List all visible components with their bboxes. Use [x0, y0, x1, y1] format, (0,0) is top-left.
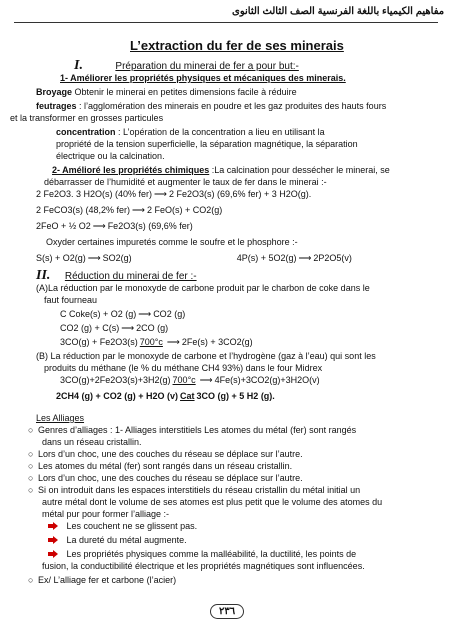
arrow-item-2: La dureté du métal augmente.	[48, 534, 187, 546]
arrow-item-1: Les couchent ne se glissent pas.	[48, 520, 197, 532]
equation-2: 2 FeCO3(s) (48,2% fer) ⟶ 2 FeO(s) + CO2(g)	[36, 205, 223, 215]
equation-4: S(s) + O2(g) ⟶ SO2(g) 4P(s) + 5O2(g) ⟶ 2P2O5(v)	[36, 253, 352, 263]
equation-3: 2FeO + ½ O2 ⟶ Fe2O3(s) (69,6% fer)	[36, 221, 193, 231]
equation-1: 2 Fe2O3. 3 H2O(s) (40% fer) ⟶ 2 Fe2O3(s) (69,6% fer) + 3 H2O(g).	[36, 189, 312, 199]
page-number: ٢٣٦	[210, 604, 244, 619]
item-2-paragraph: 2- Amélioré les propriétés chimiques :La calcination pour dessécher le minerai, se débarrasser de l’humidité et augmenter le taux de fer dans le minerai :-	[44, 165, 390, 187]
header-rule	[14, 22, 438, 23]
broyage-line: Broyage Obtenir le minerai en petites dimensions facile à réduire	[36, 87, 297, 97]
alliages-item-3: ○ Les atomes du métal (fer) sont rangés dans un réseau cristallin.	[28, 461, 293, 471]
alliages-heading: Les Alliages	[36, 413, 85, 423]
concentration-paragraph: concentration : L’opération de la concentration a lieu en utilisant la propriété de la tension superficielle, la séparation magnétique, la séparation électrique ou la calcination.	[56, 127, 358, 161]
section-2-heading: II. Réduction du minerai de fer :-	[36, 268, 197, 283]
equation-a1: C Coke(s) + O2 (g) ⟶ CO2 (g)	[60, 309, 186, 319]
oxyder-line: Oxyder certaines impuretés comme le soufre et le phosphore :-	[46, 237, 298, 247]
part-a-paragraph: (A)La réduction par le monoxyde de carbone produit par le charbon de coke dans le faut fourneau	[36, 283, 370, 305]
equation-a2: CO2 (g) + C(s) ⟶ 2CO (g)	[60, 323, 169, 333]
part-b-paragraph: (B) La réduction par le monoxyde de carbone et l’hydrogène (gaz à l’eau) qui sont les produits du méthane (le % du méthane CH4 93%) dans le four Midrex	[36, 351, 376, 373]
equation-a3: 3CO(g) + Fe2O3(s) 700°c ⟶ 2Fe(s) + 3CO2(g)	[60, 337, 253, 347]
page-title: L’extraction du fer de ses minerais	[130, 38, 344, 53]
alliages-example: ○ Ex/ L’alliage fer et carbone (l’acier)	[28, 575, 177, 585]
alliages-item-5: ○ Si on introduit dans les espaces interstitiels du réseau cristallin du métal initial un autre métal dont le volume de ses atomes est plus petit que le volume des atomes du métal pur pour former l’alliage :-	[28, 485, 383, 519]
arrow-right-icon	[48, 550, 58, 558]
alliages-item-4: ○ Lors d’un choc, une des couches du réseau se déplace sur l’autre.	[28, 473, 303, 483]
arrow-right-icon	[48, 522, 58, 530]
arrow-right-icon	[48, 536, 58, 544]
equation-b2: 2CH4 (g) + CO2 (g) + H2O (v) Cat 3CO (g) + 5 H2 (g).	[56, 391, 275, 401]
item-1: 1- Améliorer les propriétés physiques et mécaniques des minerais.	[60, 73, 346, 83]
equation-b1: 3CO(g)+2Fe2O3(s)+3H2(g) 700°c ⟶ 4Fe(s)+3CO2(g)+3H2O(v)	[60, 375, 320, 385]
section-1-heading: I. Préparation du minerai de fer a pour but:-	[74, 58, 299, 73]
alliages-item-2: ○ Lors d’un choc, une des couches du réseau se déplace sur l’autre.	[28, 449, 303, 459]
page-header: مفاهيم الكيمياء باللغة الفرنسية الصف الثالث الثانوى	[232, 6, 445, 17]
alliages-item-1: ○ Genres d’alliages : 1- Alliages interstitiels Les atomes du métal (fer) sont rangés dans un réseau cristallin.	[28, 425, 357, 447]
feutrages-paragraph: feutrages : l’agglomération des minerais en poudre et les gaz produites des hauts fours et la transformer en grosses particules	[10, 101, 387, 123]
arrow-item-3: Les propriétés physiques comme la malléabilité, la ductilité, les points de fusion, la conductibilité électrique et les propriétés magnétiques sont influencées.	[42, 549, 365, 571]
